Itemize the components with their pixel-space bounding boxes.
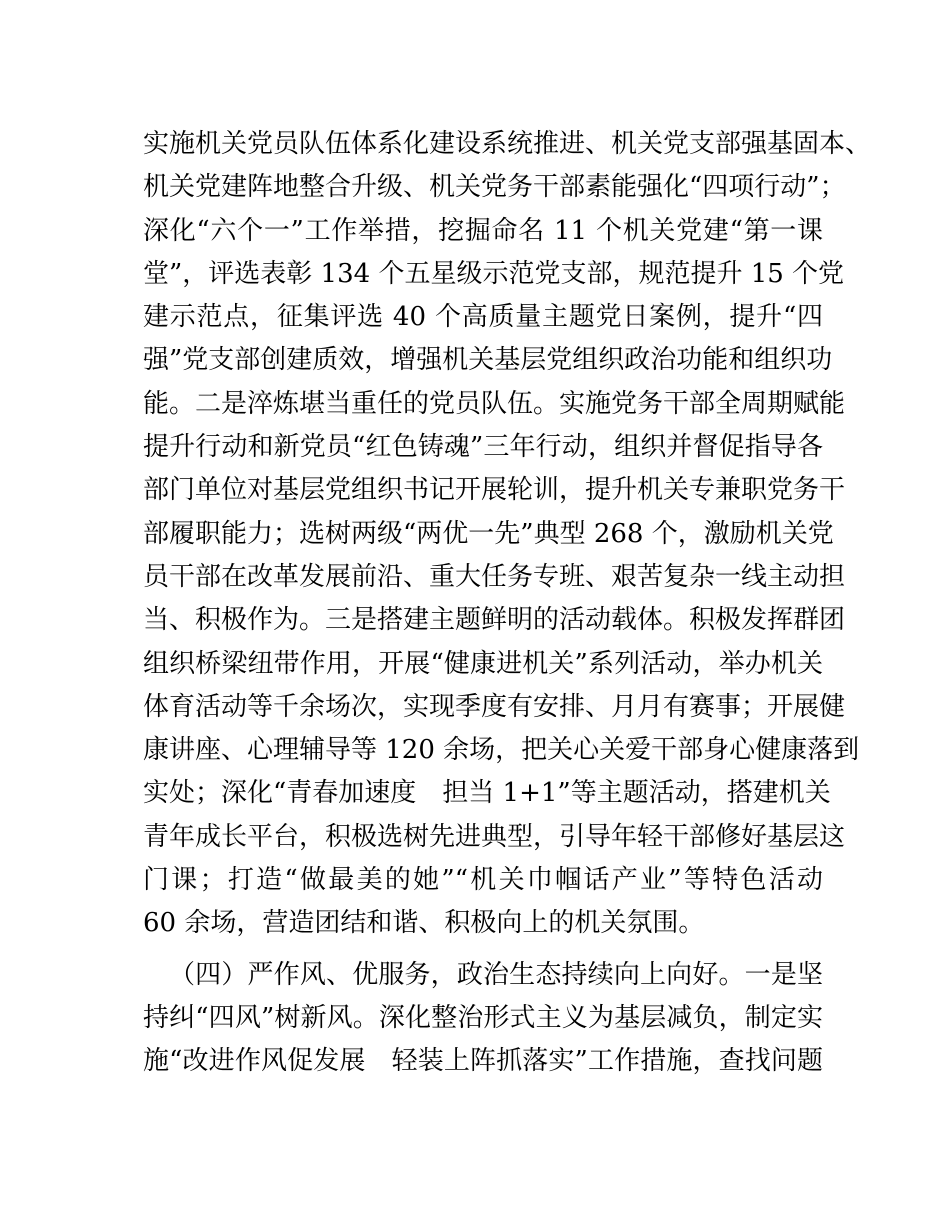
text-line: 部门单位对基层党组织书记开展轮训，提升机关专兼职党务干 [143, 475, 846, 506]
paragraph-2 [143, 954, 823, 1084]
text-line: 当、积极作为。三是搭建主题鲜明的活动载体。积极发挥群团 [143, 605, 846, 636]
text-line: 体育活动等千余场次，实现季度有安排、月月有赛事；开展健 [143, 691, 846, 722]
text-line: 建示范点，征集评选 40 个高质量主题党日案例，提升“四 [143, 302, 823, 333]
text-line: 组织桥梁纽带作用，开展“健康进机关”系列活动，举办机关 [143, 648, 823, 679]
paragraph-1 [143, 123, 872, 946]
text-line: 堂”，评选表彰 134 个五星级示范党支部，规范提升 15 个党 [143, 258, 845, 289]
text-line: 提升行动和新党员“红色铸魂”三年行动，组织并督促指导各 [143, 432, 823, 463]
text-line: 康讲座、心理辅导等 120 余场，把关心关爱干部身心健康落到 [143, 735, 860, 766]
text-line: 门课；打造“做最美的她”“机关巾帼话产业”等特色活动 [143, 865, 823, 896]
text-line: 强”党支部创建质效，增强机关基层党组织政治功能和组织功 [143, 345, 833, 376]
text-line: 实处；深化“青春加速度 担当 1+1”等主题活动，搭建机关 [143, 778, 831, 809]
text-line: 深化“六个一”工作举措，挖掘命名 11 个机关党建“第一课 [143, 215, 823, 246]
text-line: 部履职能力；选树两级“两优一先”典型 268 个，激励机关党 [143, 518, 834, 549]
text-line: 机关党建阵地整合升级、机关党务干部素能强化“四项行动”； [143, 172, 846, 203]
text-line: 员干部在改革发展前沿、重大任务专班、艰苦复杂一线主动担 [143, 561, 846, 592]
paragraph-gap [143, 946, 823, 954]
text-line: 能。二是淬炼堪当重任的党员队伍。实施党务干部全周期赋能 [143, 388, 846, 419]
text-line: 青年成长平台，积极选树先进典型，引导年轻干部修好基层这 [143, 821, 846, 852]
text-line: 施“改进作风促发展 轻装上阵抓落实”工作措施，查找问题 [143, 1046, 823, 1077]
body-text [143, 123, 872, 1084]
text-line: 持纠“四风”树新风。深化整治形式主义为基层减负，制定实 [143, 1002, 823, 1033]
text-line: 实施机关党员队伍体系化建设系统推进、机关党支部强基固本、 [143, 129, 872, 159]
text-line: （四）严作风、优服务，政治生态持续向上向好。一是坚 [169, 959, 823, 990]
text-line: 60 余场，营造团结和谐、积极向上的机关氛围。 [143, 908, 705, 939]
